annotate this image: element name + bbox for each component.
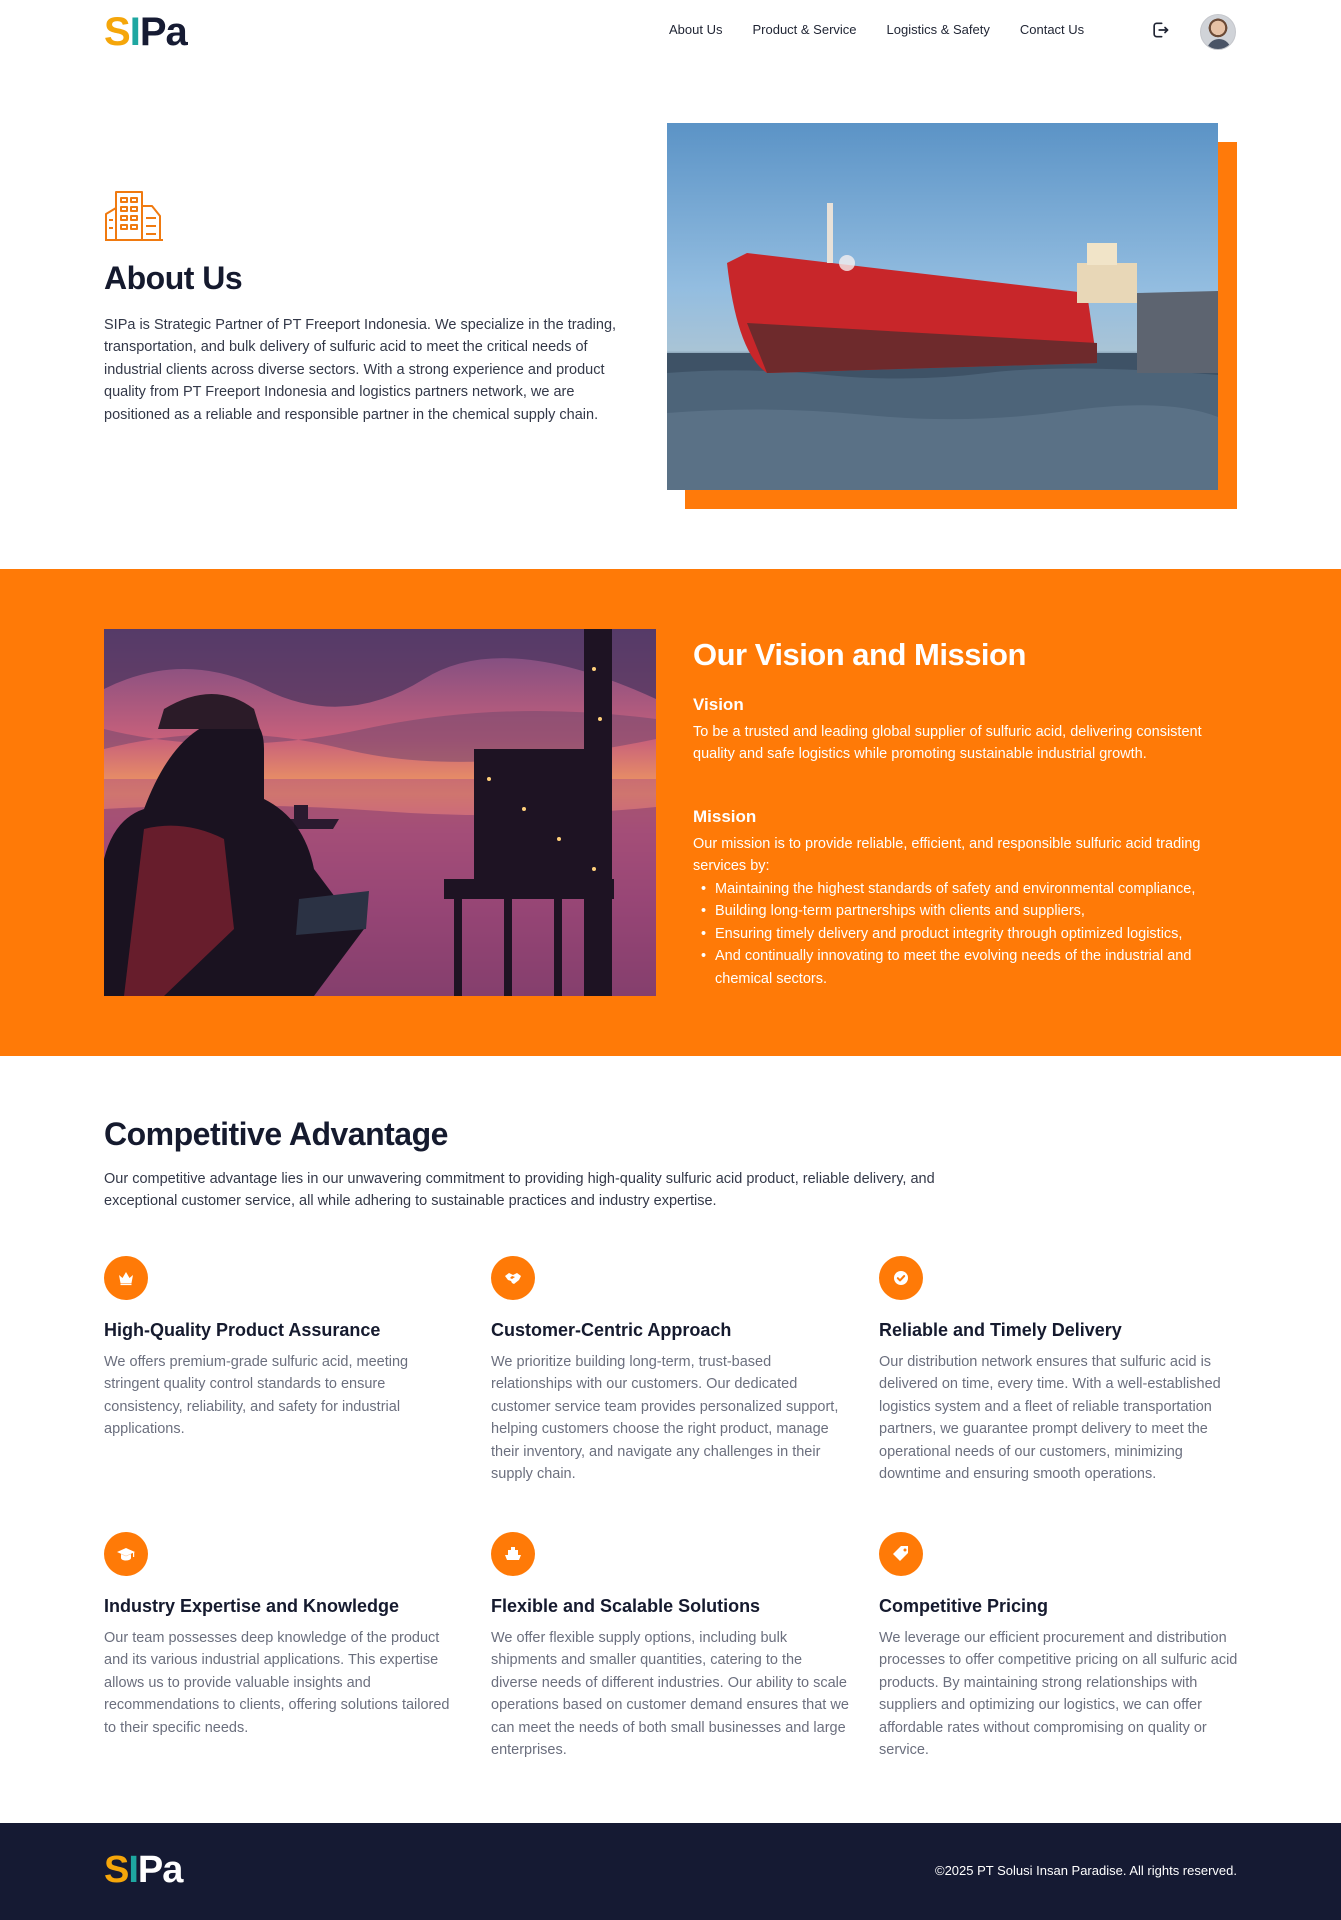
nav-link-contact-us[interactable]: Contact Us xyxy=(1019,22,1085,37)
advantage-card-expertise xyxy=(104,1532,464,1739)
advantage-card-title: Industry Expertise and Knowledge xyxy=(104,1596,400,1616)
logo-letters-pa: Pa xyxy=(139,10,187,54)
mission-list-item: • Maintaining the highest standards of safety and environmental compliance, xyxy=(693,878,1241,900)
advantage-card-flexible xyxy=(491,1532,851,1761)
top-navigation xyxy=(0,0,1341,64)
ship-icon xyxy=(491,1532,535,1576)
logo-letter-s: S xyxy=(104,1849,129,1891)
vision-mission-title: Our Vision and Mission xyxy=(693,637,1026,672)
nav-link-logistics-safety[interactable]: Logistics & Safety xyxy=(886,22,990,37)
logo-letter-i: I xyxy=(128,1849,138,1891)
worker-offshore-sunset-photo xyxy=(104,629,656,996)
graduation-cap-icon xyxy=(104,1532,148,1576)
advantage-card-text: Our distribution network ensures that sulfuric acid is delivered on time, every time. With a well-established logistics system and a fleet of reliable transportation partners, we guarantee prompt delivery to meet the operational needs of our customers, minimizing downtime and ensuring smooth operations. xyxy=(879,1354,1221,1483)
competitive-advantage-intro: Our competitive advantage lies in our unwavering commitment to providing high-quality sulfuric acid product, reliable delivery, and exceptional customer service, all while adhering to sustainable practices and industry expertise. xyxy=(104,1171,935,1210)
sipa-logo[interactable] xyxy=(104,12,187,52)
nav-links xyxy=(669,22,1114,37)
mission-list xyxy=(693,878,1241,990)
advantage-card-text: Our team possesses deep knowledge of the product and its various industrial applications. This expertise allows us to provide valuable insights and recommendations to clients, offering solutions tailored to their specific needs. xyxy=(104,1630,450,1736)
mission-list-item: • And continually innovating to meet the evolving needs of the industrial and chemical sectors. xyxy=(693,945,1241,990)
mission-text: Our mission is to provide reliable, efficient, and responsible sulfuric acid trading services by: xyxy=(693,836,1201,875)
competitive-advantage-title: Competitive Advantage xyxy=(104,1116,448,1152)
vision-heading: Vision xyxy=(693,695,744,714)
user-avatar[interactable] xyxy=(1200,14,1236,50)
about-title: About Us xyxy=(104,260,243,296)
advantage-card-pricing xyxy=(879,1532,1239,1761)
mission-list-item: • Building long-term partnerships with clients and suppliers, xyxy=(693,900,1241,922)
competitive-advantage-section xyxy=(0,1056,1341,1823)
price-tag-icon xyxy=(879,1532,923,1576)
logo-letter-s: S xyxy=(104,10,130,54)
vision-text: To be a trusted and leading global supplier of sulfuric acid, delivering consistent quality and safe logistics while promoting sustainable industrial growth. xyxy=(693,724,1202,763)
handshake-icon xyxy=(491,1256,535,1300)
logo-letter-i: I xyxy=(129,10,140,54)
advantage-card-customer-centric xyxy=(491,1256,851,1485)
advantage-card-delivery xyxy=(879,1256,1239,1485)
crown-icon xyxy=(104,1256,148,1300)
advantage-card-title: High-Quality Product Assurance xyxy=(104,1320,381,1340)
mission-heading: Mission xyxy=(693,807,757,826)
vision-mission-section xyxy=(0,569,1341,1056)
nav-link-product-service[interactable]: Product & Service xyxy=(752,22,857,37)
logo-letters-pa: Pa xyxy=(137,1849,183,1891)
advantage-card-title: Reliable and Timely Delivery xyxy=(879,1320,1122,1340)
about-section xyxy=(0,64,1341,569)
logout-icon[interactable] xyxy=(1150,20,1170,40)
advantage-card-text: We offers premium-grade sulfuric acid, meeting stringent quality control standards to ensure consistency, reliability, and safety for industrial applications. xyxy=(104,1354,409,1438)
advantage-card-title: Competitive Pricing xyxy=(879,1596,1049,1616)
tanker-ship-photo xyxy=(667,123,1218,490)
advantage-card-title: Customer-Centric Approach xyxy=(491,1320,732,1340)
site-footer xyxy=(0,1823,1341,1920)
footer-sipa-logo[interactable] xyxy=(104,1851,182,1889)
mission-list-item: • Ensuring timely delivery and product integrity through optimized logistics, xyxy=(693,923,1241,945)
advantage-card-text: We offer flexible supply options, including bulk shipments and smaller quantities, catering to the diverse needs of different industries. Our ability to scale operations based on customer demand ensures that we can meet the needs of both small businesses and large enterprises. xyxy=(491,1630,849,1759)
advantage-card-quality xyxy=(104,1256,464,1441)
nav-link-about-us[interactable]: About Us xyxy=(669,22,723,37)
check-badge-icon xyxy=(879,1256,923,1300)
about-description: SIPa is Strategic Partner of PT Freeport Indonesia. We specialize in the trading, transportation, and bulk delivery of sulfuric acid to meet the critical needs of industrial clients across diverse sectors. With a strong experience and product quality from PT Freeport Indonesia and logistics partners network, we are positioned as a reliable and responsible partner in the chemical supply chain. xyxy=(104,317,617,423)
advantage-card-text: We leverage our efficient procurement and distribution processes to offer competitive pricing on all sulfuric acid products. By maintaining strong relationships with suppliers and optimizing our logistics, we can offer affordable rates without compromising on quality or service. xyxy=(879,1630,1238,1759)
advantage-card-title: Flexible and Scalable Solutions xyxy=(491,1596,761,1616)
advantage-card-text: We prioritize building long-term, trust-based relationships with our customers. Our dedicated customer service team provides personalized support, helping customers choose the right product, manage their inventory, and navigate any challenges in their supply chain. xyxy=(491,1354,839,1483)
building-icon xyxy=(104,184,164,244)
copyright-text: ©2025 PT Solusi Insan Paradise. All rights reserved. xyxy=(935,1863,1237,1878)
